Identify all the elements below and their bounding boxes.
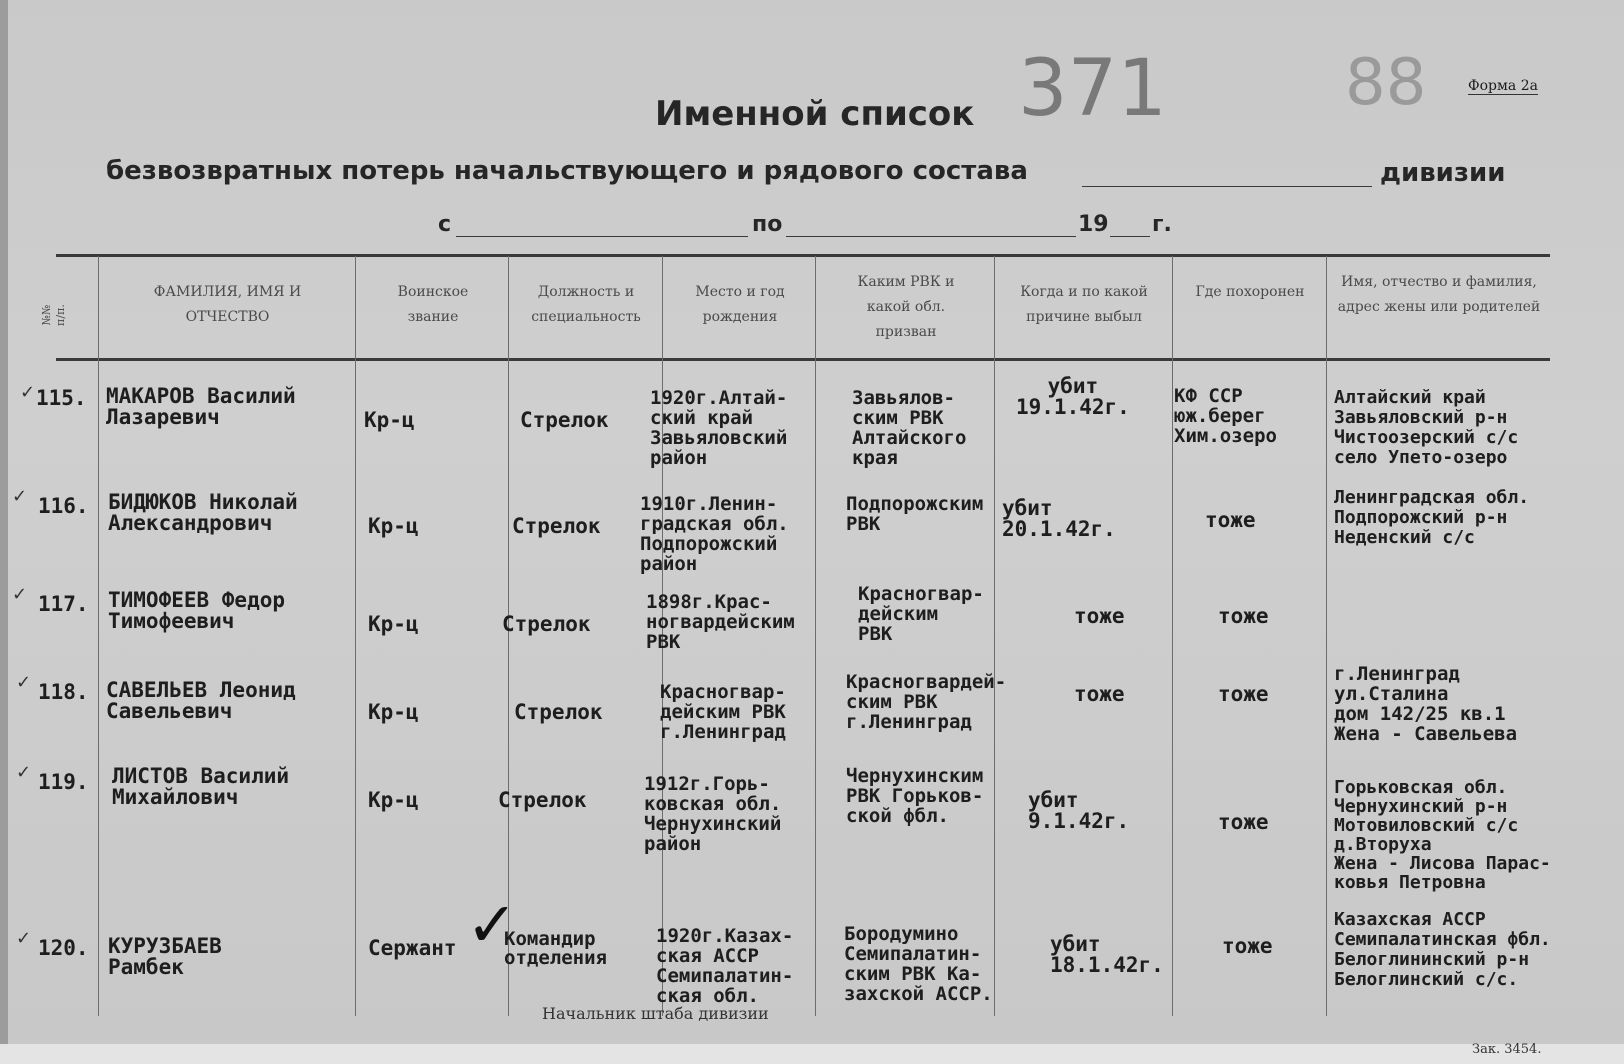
row-rank: Кр-ц: [368, 700, 419, 724]
row-number: 117.: [38, 592, 89, 616]
column-divider: [355, 256, 356, 1016]
row-rvk: Завьялов- ским РВК Алтайского края: [852, 387, 967, 469]
header-num: №№ п/п.: [40, 304, 67, 326]
form-label: Форма 2а: [1468, 78, 1538, 94]
row-relatives: Ленинградская обл. Подпорожский р-н Неденский с/с: [1334, 487, 1530, 548]
division-label: дивизии: [1380, 158, 1506, 188]
footer-chief-label: Начальник штаба дивизии: [542, 1004, 769, 1023]
header-buried: Где похоронен: [1195, 284, 1305, 300]
date-to-label: по: [752, 212, 783, 237]
date-from-line: [456, 236, 748, 237]
check-mark-icon: ✓: [12, 486, 28, 507]
row-buried: тоже: [1205, 508, 1256, 532]
row-buried: тоже: [1218, 604, 1269, 628]
year-suffix: г.: [1152, 212, 1172, 237]
row-when: убит 18.1.42г.: [1050, 932, 1164, 977]
row-position: Стрелок: [514, 700, 603, 724]
row-number: 118.: [38, 680, 89, 704]
row-position: Стрелок: [502, 612, 591, 636]
page-bottom-edge: [0, 1044, 1624, 1064]
row-number: 116.: [38, 494, 89, 518]
row-name: ТИМОФЕЕВ Федор Тимофеевич: [108, 588, 286, 633]
check-mark-icon: ✓: [466, 888, 518, 961]
date-to-line: [786, 236, 1076, 237]
row-rank: Сержант: [368, 936, 457, 960]
page-edge: [0, 0, 8, 1064]
row-rvk: Красногвар- дейским РВК: [858, 583, 984, 645]
year-line: [1110, 236, 1150, 237]
row-relatives: г.Ленинград ул.Сталина дом 142/25 кв.1 Жена - Савельева: [1334, 663, 1518, 745]
row-buried: тоже: [1218, 682, 1269, 706]
row-birth: 1920г.Казах- ская АССР Семипалатин- ская обл.: [656, 925, 794, 1007]
handwritten-number: 371: [1018, 44, 1167, 134]
handwritten-number-2: 88: [1345, 46, 1427, 120]
check-mark-icon: ✓: [16, 928, 32, 949]
row-when: убит 9.1.42г.: [1028, 788, 1130, 833]
column-divider: [98, 256, 99, 1016]
row-rvk: Бородумино Семипалатин- ским РВК Ка- захской АССР.: [844, 923, 993, 1005]
row-birth: Красногвар- дейским РВК г.Ленинград: [660, 681, 786, 743]
column-divider: [1326, 256, 1327, 1016]
row-birth: 1910г.Ленин- градская обл. Подпорожский район: [640, 493, 789, 575]
page-title: Именной список: [655, 94, 975, 134]
check-mark-icon: ✓: [16, 762, 32, 783]
row-position: Стрелок: [520, 408, 609, 432]
header-birth: Место и год рождения: [695, 284, 785, 325]
row-when: тоже: [1074, 682, 1125, 706]
check-mark-icon: ✓: [16, 672, 32, 693]
header-rank: Воинское звание: [397, 284, 469, 325]
page-subtitle: безвозвратных потерь начальствующего и рядового состава: [106, 156, 1028, 186]
row-position: Стрелок: [512, 514, 601, 538]
row-number: 120.: [38, 936, 89, 960]
row-buried: тоже: [1222, 934, 1273, 958]
row-rank: Кр-ц: [364, 408, 415, 432]
division-blank-line: [1082, 186, 1372, 187]
row-relatives: Алтайский край Завьяловский р-н Чистоозерский с/с село Упето-озеро: [1334, 387, 1519, 468]
row-name: БИДЮКОВ Николай Александрович: [108, 490, 298, 535]
header-relatives: Имя, отчество и фамилия, адрес жены или родителей: [1337, 274, 1541, 315]
row-rank: Кр-ц: [368, 514, 419, 538]
row-buried: КФ ССР юж.берег Хим.озеро: [1174, 385, 1277, 447]
row-when: тоже: [1074, 604, 1125, 628]
header-position: Должность и специальность: [531, 284, 641, 325]
row-number: 119.: [38, 770, 89, 794]
row-name: КУРУЗБАЕВ Рамбек: [108, 934, 222, 979]
row-when: убит 20.1.42г.: [1002, 496, 1116, 541]
row-rank: Кр-ц: [368, 612, 419, 636]
row-birth: 1920г.Алтай- ский край Завьяловский район: [650, 387, 788, 469]
column-divider: [815, 256, 816, 1016]
check-mark-icon: ✓: [12, 584, 28, 605]
column-divider: [1172, 256, 1173, 1016]
row-rvk: Подпорожским РВК: [846, 493, 984, 535]
header-rvk: Каким РВК и какой обл. призван: [857, 274, 955, 340]
row-rvk: Чернухинским РВК Горьков- ской фбл.: [846, 765, 984, 827]
row-position: Стрелок: [498, 788, 587, 812]
row-birth: 1912г.Горь- ковская обл. Чернухинский район: [644, 773, 782, 855]
row-relatives: Казахская АССР Семипалатинская фбл. Белоглининский р-н Белоглинский с/с.: [1334, 909, 1551, 990]
column-divider: [994, 256, 995, 1016]
row-position: Командир отделения: [504, 928, 607, 969]
row-when: убит 19.1.42г.: [1016, 374, 1130, 419]
check-mark-icon: ✓: [20, 382, 36, 403]
row-number: 115.: [36, 386, 87, 410]
row-name: ЛИСТОВ Василий Михайлович: [112, 764, 290, 809]
row-rvk: Красногвардей- ским РВК г.Ленинград: [846, 671, 1007, 733]
date-from-label: с: [438, 212, 452, 237]
row-relatives: Горьковская обл. Чернухинский р-н Мотовиловский с/с д.Вторуха Жена - Лисова Парас- ковья Петровна: [1334, 777, 1551, 893]
header-when: Когда и по какой причине выбыл: [1020, 284, 1148, 325]
row-name: САВЕЛЬЕВ Леонид Савельевич: [106, 678, 296, 723]
footer-order-number: Зак. 3454.: [1472, 1042, 1542, 1057]
row-buried: тоже: [1218, 810, 1269, 834]
year-prefix: 19: [1078, 212, 1109, 237]
header-name: ФАМИЛИЯ, ИМЯ И ОТЧЕСТВО: [153, 284, 302, 325]
row-birth: 1898г.Крас- ногвардейским РВК: [646, 591, 795, 653]
row-rank: Кр-ц: [368, 788, 419, 812]
row-name: МАКАРОВ Василий Лазаревич: [106, 384, 296, 429]
